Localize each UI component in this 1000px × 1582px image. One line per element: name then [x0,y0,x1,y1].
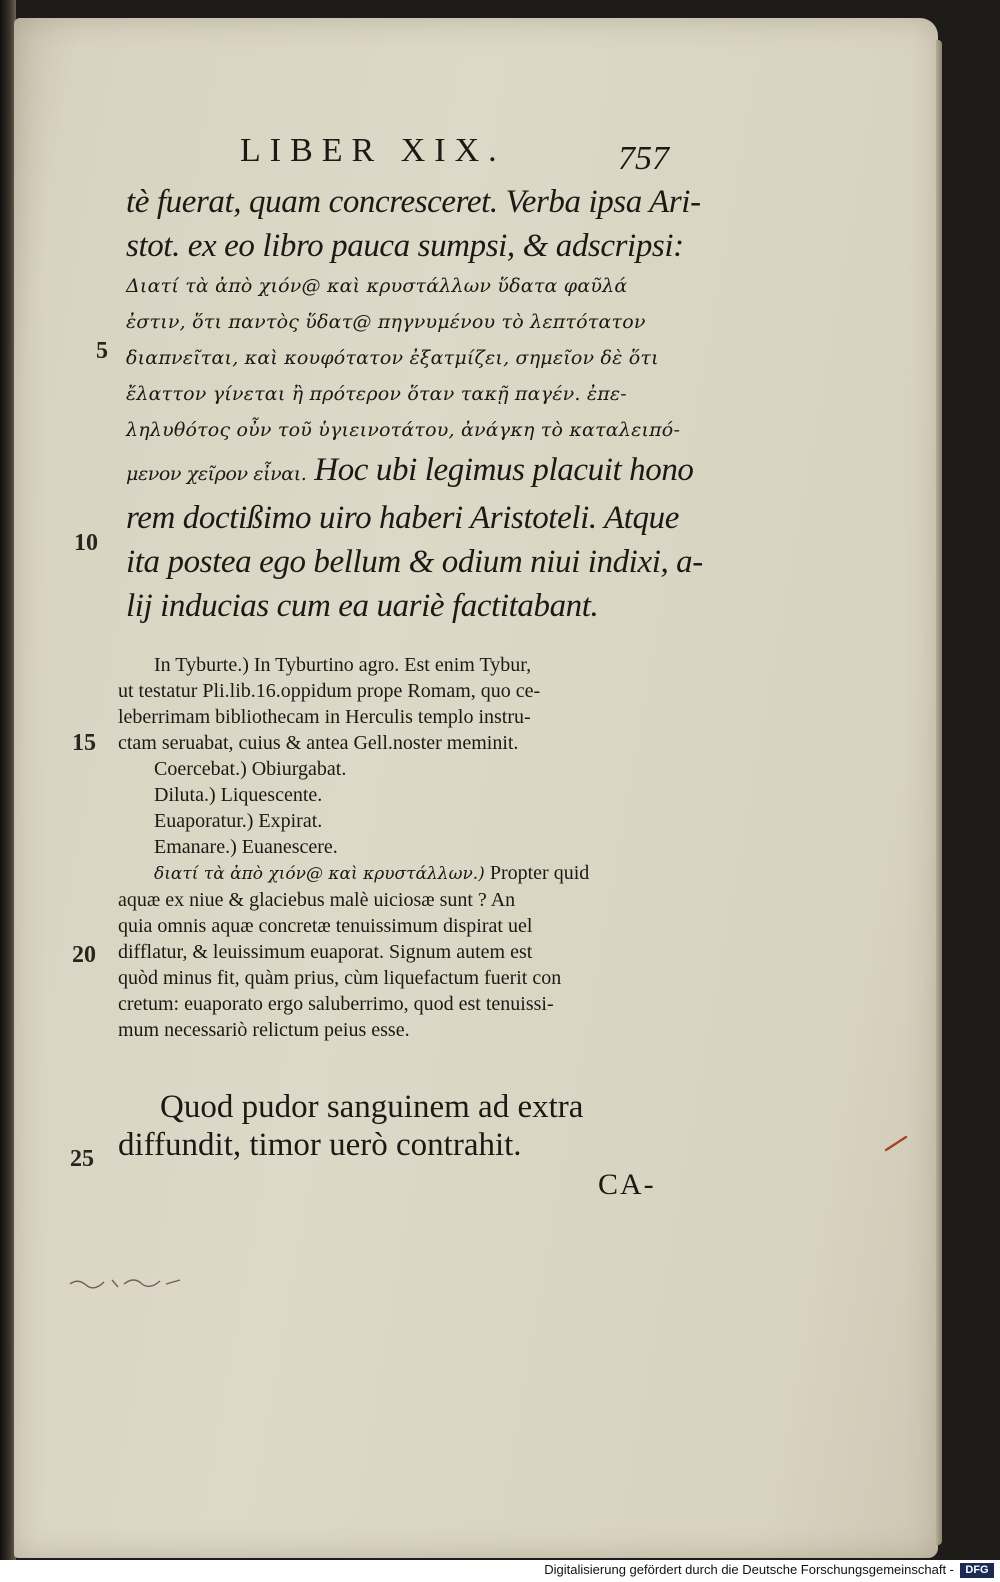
gloss-line: Coercebat.) Obiurgabat. [154,758,347,780]
note-line: quia omnis aquæ concretæ tenuissimum dispirat uel [118,915,533,937]
digitization-credit: Digitalisierung gefördert durch die Deutsche Forschungsgemeinschaft - [544,1562,954,1577]
gloss-line: Diluta.) Liquescente. [154,784,323,806]
red-ink-mark [884,1134,908,1152]
main-text-line: ita postea ego bellum & odium niui indixi, a- [126,544,703,580]
main-text-line-mixed [126,448,694,496]
chapter-heading [118,1088,678,1164]
chapter-heading-line: Quod pudor sanguinem ad extra [160,1089,584,1125]
note-line: ut testatur Pli.lib.16.oppidum prope Romam, quo ce- [118,680,541,702]
pencil-scribble [68,1272,188,1292]
note-line: In Tyburte.) In Tyburtino agro. Est enim Tybur, [154,654,532,676]
translation-start: Propter quid [489,862,590,884]
main-text [126,180,703,628]
greek-line: ἔλαττον γίνεται ἢ πρότερον ὅταν τακῇ παγέν. ἐπε- [126,383,627,405]
chapter-heading-line: diffundit, timor uerò contrahit. [118,1127,522,1163]
main-text-line: tè fuerat, quam concresceret. Verba ipsa Ari- [126,184,701,220]
gloss-line: Emanare.) Euanescere. [154,836,338,858]
note-line: cretum: euaporato ergo saluberrimo, quod est tenuissi- [118,993,554,1015]
greek-lemma: διατί τὰ ἀπὸ χιόν@ καὶ κρυστάλλων.) [154,864,485,884]
note-line: ctam seruabat, cuius & antea Gell.noster meminit. [118,732,519,754]
running-head-title: LIBER XIX. [240,132,506,169]
catchword: CA- [598,1168,656,1201]
dfg-logo: DFG [960,1563,994,1578]
main-text-line: lij inducias cum ea uariè factitabant. [126,588,599,624]
margin-line-number: 20 [72,942,96,968]
greek-quotation [126,268,681,448]
note-line: difflatur, & leuissimum euaporat. Signum autem est [118,941,533,963]
margin-line-number: 15 [72,730,96,756]
greek-line: ἐστιν, ὅτι παντὸς ὕδατ@ πηγνυμένου τὸ λεπτότατον [126,311,646,333]
main-text-line: stot. ex eo libro pauca sumpsi, & adscripsi: [126,228,684,264]
commentary-notes [118,652,678,1043]
margin-line-number: 10 [74,530,98,556]
latin-after-greek: Hoc ubi legimus placuit hono [314,452,694,488]
note-line: leberrimam bibliothecam in Herculis templo instru- [118,706,531,728]
greek-line-end: μενον χεῖρον εἶναι. [126,463,307,485]
main-text-line: rem doctißimo uiro haberi Aristoteli. Atque [126,500,679,536]
note-line: quòd minus fit, quàm prius, cùm liquefactum fuerit con [118,967,562,989]
margin-line-number: 5 [96,338,108,364]
gloss-line: Euaporatur.) Expirat. [154,810,323,832]
page-edge [936,40,942,1545]
note-line: mum necessariò relictum peius esse. [118,1019,410,1041]
margin-line-number: 25 [70,1146,94,1172]
note-line: aquæ ex niue & glaciebus malè uiciosæ sunt ? An [118,889,516,911]
footer-bar [0,1560,1000,1582]
greek-line: διαπνεῖται, καὶ κουφότατον ἐξατμίζει, σημεῖον δὲ ὅτι [126,347,659,369]
greek-line: ληλυθότος οὖν τοῦ ὑγιεινοτάτου, ἀνάγκη τὸ καταλειπό- [126,419,681,441]
page-number: 757 [618,140,669,177]
greek-line: Διατί τὰ ἀπὸ χιόν@ καὶ κρυστάλλων ὕδατα φαῦλά [126,275,628,297]
greek-note-line [118,860,678,887]
